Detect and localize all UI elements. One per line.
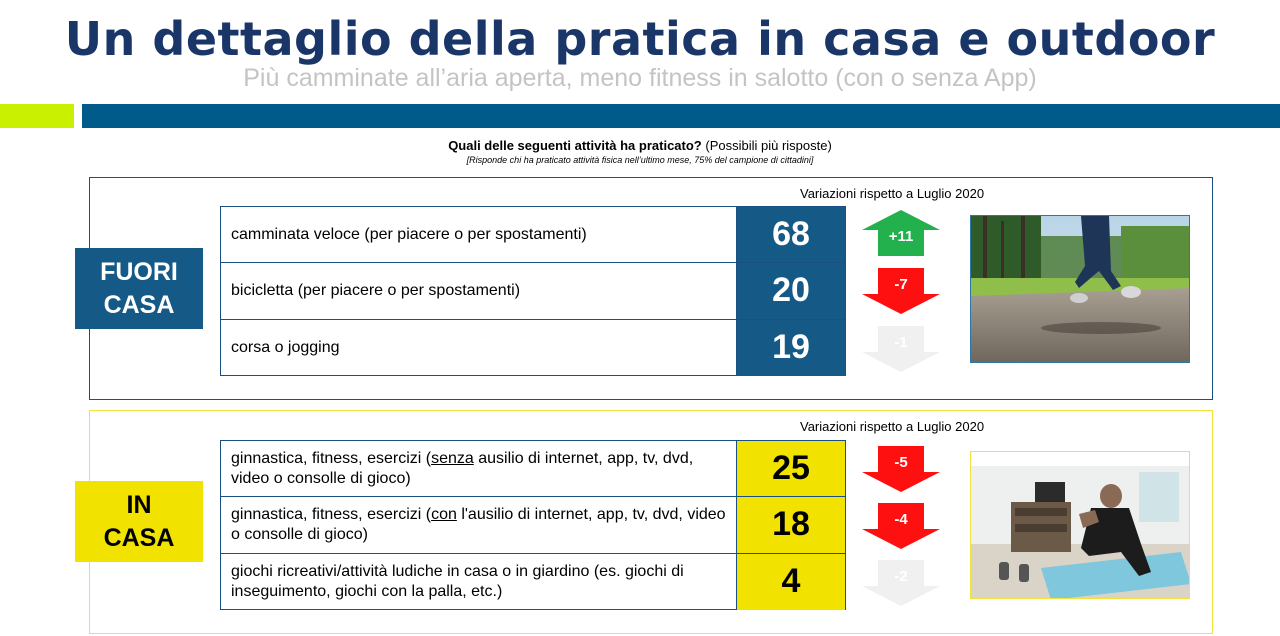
activity-label: giochi ricreativi/attività ludiche in casa o in giardino (es. giochi di inseguimento, giochi con la palla, etc.) <box>221 554 737 610</box>
activity-value: 20 <box>737 263 845 318</box>
runner-photo <box>970 215 1190 363</box>
activity-label: bicicletta (per piacere o per spostamenti) <box>221 263 737 318</box>
activity-value: 25 <box>737 441 845 496</box>
activity-value: 18 <box>737 497 845 552</box>
activity-value: 4 <box>737 554 845 610</box>
survey-question <box>0 138 1280 153</box>
survey-question-bold: Quali delle seguenti attività ha praticato? <box>448 138 702 153</box>
survey-sample-note: [Risponde chi ha praticato attività fisica nell’ultimo mese, 75% del campione di cittadini] <box>466 155 814 165</box>
table-row <box>221 207 845 263</box>
accent-bar-blue <box>82 104 1280 128</box>
activity-value: 19 <box>737 320 845 376</box>
change-down-arrow-icon <box>862 446 940 492</box>
change-value: -2 <box>894 568 908 585</box>
outdoor-variation-label: Variazioni rispetto a Luglio 2020 <box>800 186 985 201</box>
table-row <box>221 441 845 497</box>
page-title: Un dettaglio della pratica in casa e outdoor <box>64 12 1216 66</box>
change-down-arrow-faint-icon <box>862 560 940 606</box>
outdoor-label-line2: CASA <box>103 290 175 319</box>
indoor-section-label <box>75 481 203 562</box>
indoor-table <box>220 440 846 610</box>
change-value: -1 <box>894 334 908 351</box>
page-subtitle: Più camminate all’aria aperta, meno fitness in salotto (con o senza App) <box>243 64 1037 92</box>
table-row <box>221 497 845 553</box>
indoor-label-line2: CASA <box>103 523 175 552</box>
survey-question-note-inline: (Possibili più risposte) <box>701 138 832 153</box>
change-down-arrow-icon <box>862 268 940 314</box>
table-row <box>221 263 845 319</box>
activity-label: camminata veloce (per piacere o per spostamenti) <box>221 207 737 262</box>
change-value: -4 <box>894 511 908 528</box>
table-row <box>221 320 845 376</box>
accent-bar-lime <box>0 104 74 128</box>
change-down-arrow-icon <box>862 503 940 549</box>
change-value: -7 <box>894 276 908 293</box>
table-row <box>221 554 845 610</box>
indoor-label-line1: IN <box>126 490 152 519</box>
activity-value: 68 <box>737 207 845 262</box>
home-workout-photo <box>970 451 1190 599</box>
activity-label: ginnastica, fitness, esercizi (con l'ausilio di internet, app, tv, dvd, video o consolle di gioco) <box>221 497 737 552</box>
outdoor-section-label <box>75 248 203 329</box>
outdoor-table <box>220 206 846 376</box>
activity-label: ginnastica, fitness, esercizi (senza ausilio di internet, app, tv, dvd, video o consolle di gioco) <box>221 441 737 496</box>
indoor-variation-label: Variazioni rispetto a Luglio 2020 <box>800 419 985 434</box>
activity-label: corsa o jogging <box>221 320 737 376</box>
change-value: +11 <box>888 228 914 245</box>
change-up-arrow-icon <box>862 210 940 256</box>
change-value: -5 <box>894 454 908 471</box>
change-down-arrow-faint-icon <box>862 326 940 372</box>
outdoor-label-line1: FUORI <box>100 257 178 286</box>
